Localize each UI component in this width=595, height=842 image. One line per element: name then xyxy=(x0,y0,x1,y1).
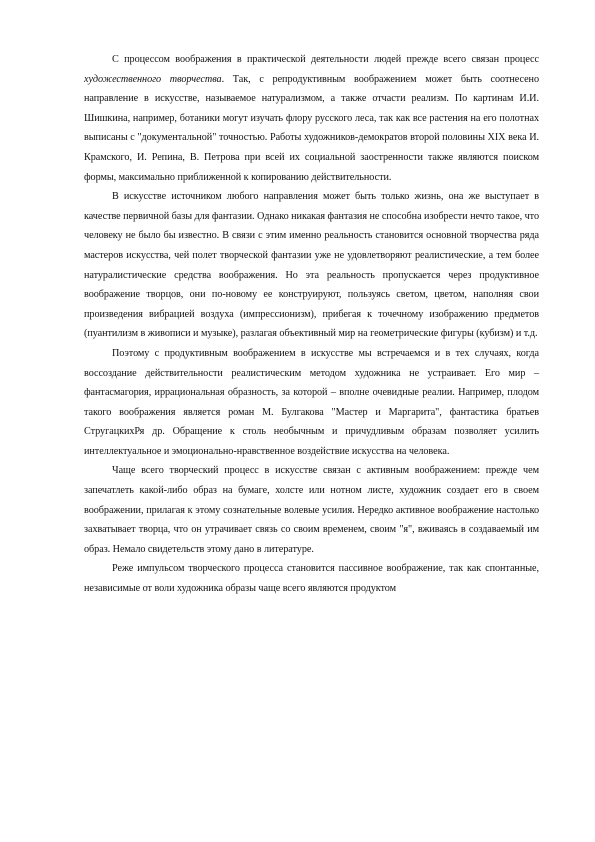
paragraph-life-as-source: В искусстве источником любого направления может быть только жизнь, она же выступает в качестве первичной базы для фантазии. Однако никакая фантазия не способна изобрести нечто такое, что человеку не было бы известно. В связи с этим именно реальность становится основной творчества ряда мастеров искусства, чей полет творческой фантазии уже не удовлетворяют реалистические, а тем более натуралистические средства воображения. Но эта реальность пропускается через продуктивное воображение творцов, они по-новому ее конструируют, пользуясь светом, цветом, наполняя свои произведения вибрацией воздуха (импрессионизм), прибегая к точечному изображению предметов (пуантилизм в живописи и музыке), разлагая объективный мир на геометрические фигуры (кубизм) и т.д. xyxy=(84,191,539,340)
paragraph-active-imagination: Чаще всего творческий процесс в искусстве связан с активным воображением: прежде чем запечатлеть какой-либо образ на бумаге, холсте или нотном листе, художник создает его в своем воображении, прилагая к этому сознательные волевые усилия. Нередко активное воображение настолько захватывает творца, что он утрачивает связь со своим временем, своим "я", вживаясь в создаваемый им образ. Немало свидетельств этому дано в литературе. xyxy=(84,465,539,555)
paragraph-creativity-reproductive xyxy=(84,50,539,187)
paragraph-text-end: . Так, с репродуктивным воображением может быть соотнесено направление в искусстве, называемое натурализмом, а также отчасти реализм. По картинам И.И. Шишкина, например, ботаники могут изучать флору русского леса, так как все растения на его полотнах выписаны с "документальной" точностью. Работы художников-демократов второй половины XIX века И. Крамского, И. Репина, В. Петрова при всей их социальной заостренности также являются поиском формы, максимально приближенной к копированию действительности. xyxy=(84,73,539,183)
paragraph-passive-imagination: Реже импульсом творческого процесса становится пассивное воображение, так как спонтанные, независимые от воли художника образы чаще всего являются продуктом xyxy=(84,563,539,595)
paragraph-productive-imagination: Поэтому с продуктивным воображением в искусстве мы встречаемся и в тех случаях, когда воссоздание действительности реалистическим методом художника не устраивает. Его мир – фантасмагория, иррациональная образность, за которой – вполне очевидные реалии. Например, плодом такого воображения является роман М. Булгакова "Мастер и Маргарита", фантастика братьев СтругацкихРя др. Обращение к столь необычным и причудливым образам позволяет усилить интеллектуальное и эмоционально-нравственное воздействие искусства на человека. xyxy=(84,347,539,457)
emphasis-artistic-creativity: художественного творчества xyxy=(84,73,222,85)
paragraph-text-start: С процессом воображения в практической деятельности людей прежде всего связан процесс xyxy=(112,54,539,65)
